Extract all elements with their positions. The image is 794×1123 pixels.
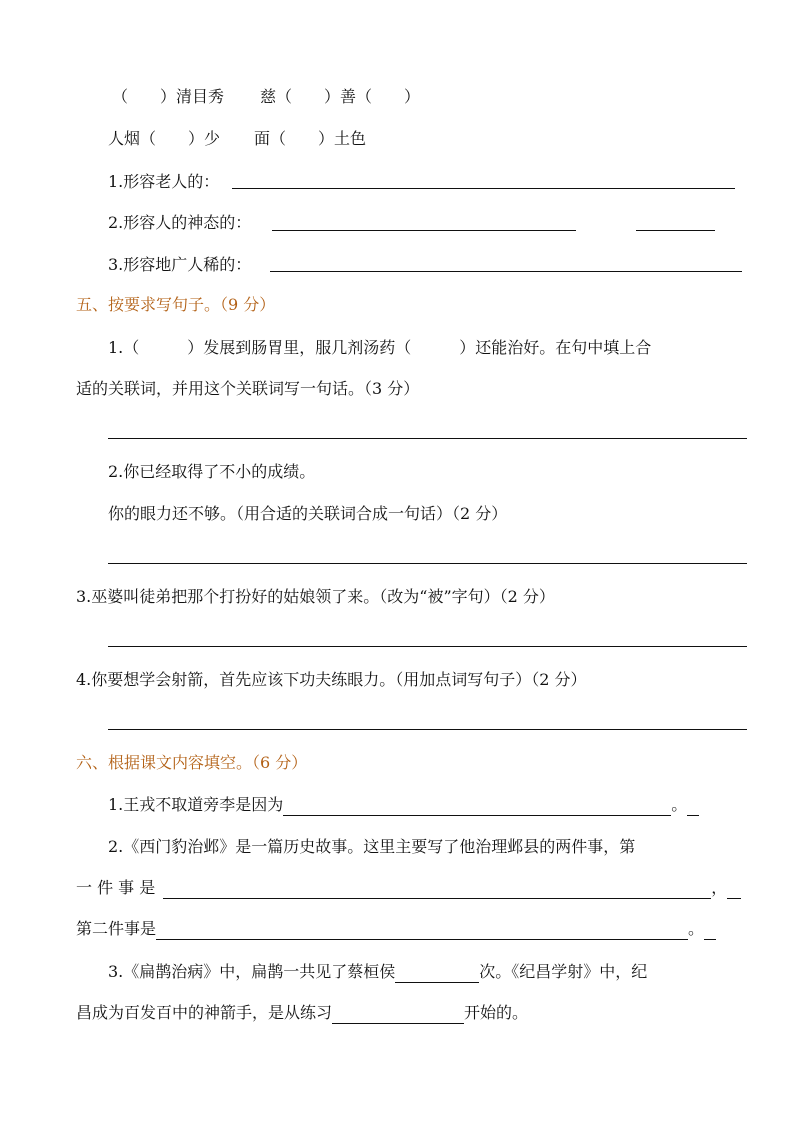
idiom-item: 面（ ）土色 [254, 129, 367, 148]
answer-blank[interactable] [704, 921, 716, 940]
question-text: 4.你要想学会射箭，首先应该下功夫练眼力。（用加点词写句子）（2 分） [76, 670, 587, 689]
punctuation: 。 [671, 795, 688, 814]
answer-blank[interactable] [163, 880, 711, 899]
question-line [108, 961, 647, 983]
punctuation: 。 [688, 919, 705, 938]
question-label: 3.形容地广人稀的： [108, 255, 252, 274]
question-line [76, 918, 716, 940]
answer-line[interactable] [232, 188, 735, 189]
question-text: 3.巫婆叫徒弟把那个打扮好的姑娘领了来。（改为“被”字句）（2 分） [76, 587, 555, 606]
answer-blank[interactable] [727, 880, 741, 899]
question-text: 开始的。 [464, 1003, 529, 1022]
section-heading: 六、根据课文内容填空。（6 分） [76, 753, 308, 772]
question-text: 一 件 事 是 [76, 878, 156, 897]
question-label: 1.形容老人的： [108, 172, 220, 191]
question-text: 次。《纪昌学射》中，纪 [479, 962, 648, 981]
question-text: 你的眼力还不够。（用合适的关联词合成一句话）（2 分） [108, 504, 508, 523]
question-line [76, 877, 741, 899]
question-text: 1.（ ）发展到肠胃里，服几剂汤药（ ）还能治好。在句中填上合 [108, 338, 652, 357]
idiom-item: （ ）清目秀 [112, 87, 225, 106]
answer-blank[interactable] [687, 797, 699, 816]
answer-line[interactable] [108, 646, 747, 647]
idiom-row-2 [108, 128, 366, 150]
idiom-item: 慈（ ）善（ ） [260, 87, 421, 106]
answer-line[interactable] [272, 230, 576, 231]
answer-blank[interactable] [156, 921, 688, 940]
section-heading: 五、按要求写句子。（9 分） [76, 295, 276, 314]
answer-blank[interactable] [283, 797, 671, 816]
question-text: 适的关联词，并用这个关联词写一句话。（3 分） [76, 379, 420, 398]
idiom-row-1 [112, 86, 420, 108]
answer-line[interactable] [108, 729, 747, 730]
question-text: 昌成为百发百中的神箭手，是从练习 [76, 1003, 333, 1022]
answer-line[interactable] [636, 230, 715, 231]
answer-line[interactable] [108, 438, 747, 439]
answer-line[interactable] [108, 563, 747, 564]
answer-blank[interactable] [332, 1005, 464, 1024]
question-line [108, 794, 699, 816]
question-line [76, 1002, 528, 1024]
question-text: 2.你已经取得了不小的成绩。 [108, 462, 316, 481]
idiom-item: 人烟（ ）少 [108, 129, 221, 148]
answer-line[interactable] [270, 271, 742, 272]
punctuation: ， [711, 878, 728, 897]
answer-blank[interactable] [395, 964, 479, 983]
question-text: 第二件事是 [76, 919, 157, 938]
question-label: 2.形容人的神态的： [108, 213, 252, 232]
question-text: 1.王戎不取道旁李是因为 [108, 795, 284, 814]
question-text: 3.《扁鹊治病》中，扁鹊一共见了蔡桓侯 [108, 962, 396, 981]
question-text: 2.《西门豹治邺》是一篇历史故事。这里主要写了他治理邺县的两件事，第 [108, 837, 636, 856]
